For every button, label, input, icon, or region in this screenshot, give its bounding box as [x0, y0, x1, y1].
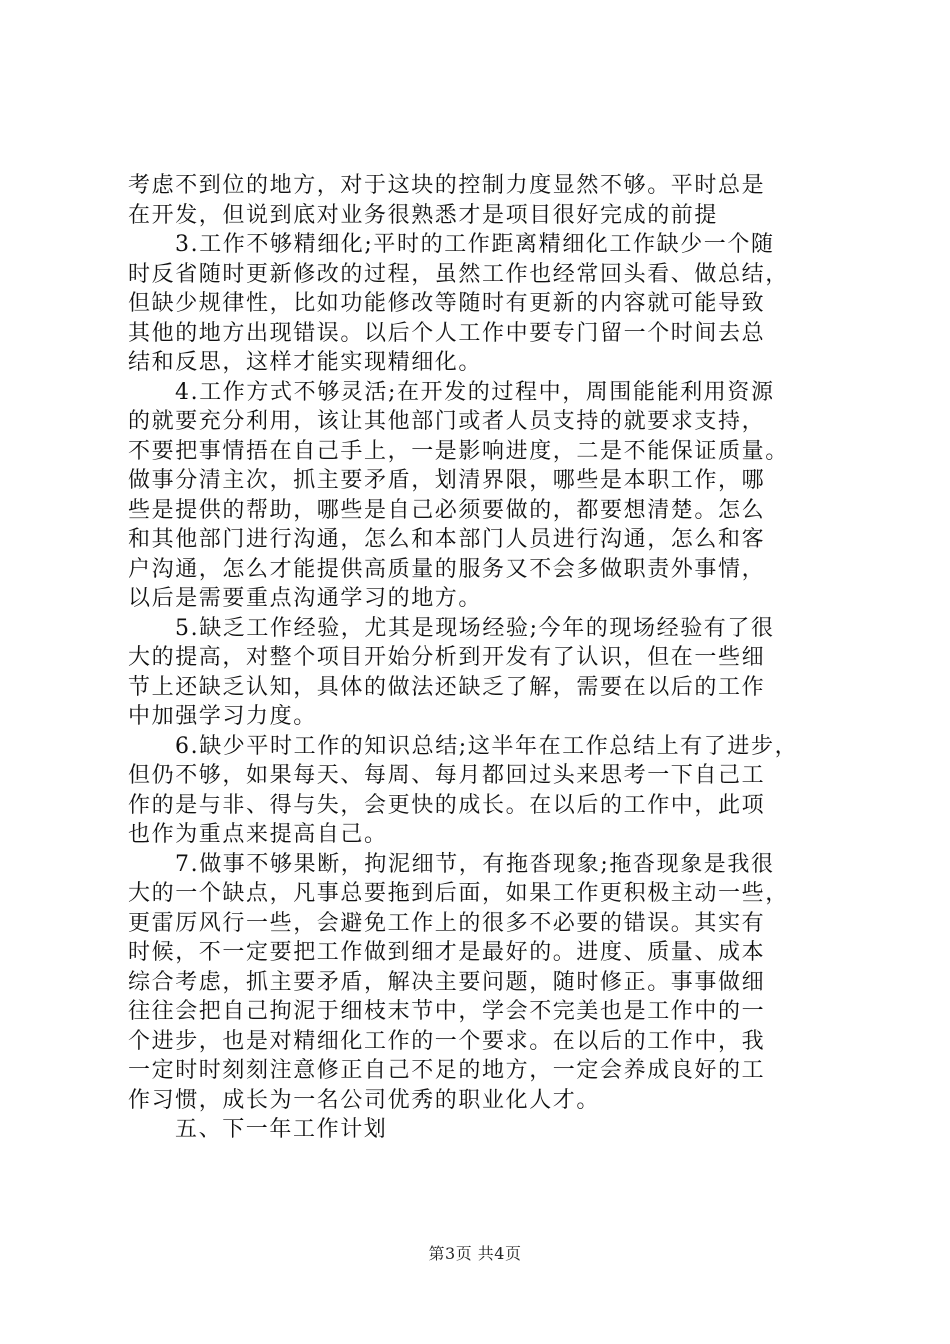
- text-line: 也作为重点来提高自己。: [128, 822, 388, 847]
- text-line: 在开发，但说到底对业务很熟悉才是项目很好完成的前提: [128, 202, 719, 228]
- text-line: 和其他部门进行沟通，怎么和本部门人员进行沟通，怎么和客: [128, 527, 766, 552]
- text-line: 大的一个缺点，凡事总要拖到后面，如果工作更积极主动一些，: [128, 881, 789, 906]
- text-line: 户沟通，怎么才能提供高质量的服务又不会多做职责外事情，: [128, 556, 766, 582]
- text-line: 综合考虑，抓主要矛盾，解决主要问题，随时修正。事事做细: [128, 969, 766, 995]
- paragraph-start-line: 6.缺少平时工作的知识总结;这半年在工作总结上有了进步，: [175, 733, 799, 759]
- text-line: 大的提高，对整个项目开始分析到开发有了认识，但在一些细: [128, 645, 766, 670]
- paragraph-start-line: 7.做事不够果断，拘泥细节，有拖沓现象;拖沓现象是我很: [175, 851, 775, 877]
- text-line: 的就要充分利用，该让其他部门或者人员支持的就要求支持，: [128, 409, 766, 434]
- paragraph-start-line: 3.工作不够精细化;平时的工作距离精细化工作缺少一个随: [175, 232, 775, 257]
- text-line: 个进步，也是对精细化工作的一个要求。在以后的工作中，我: [128, 1028, 766, 1054]
- text-line: 更雷厉风行一些，会避免工作上的很多不必要的错误。其实有: [128, 910, 766, 936]
- text-line: 做事分清主次，抓主要矛盾，划清界限，哪些是本职工作，哪: [128, 468, 766, 493]
- text-line: 作习惯，成长为一名公司优秀的职业化人才。: [128, 1087, 601, 1113]
- text-line: 但仍不够，如果每天、每周、每月都回过头来思考一下自己工: [128, 763, 766, 788]
- text-line: 一定时时刻刻注意修正自己不足的地方，一定会养成良好的工: [128, 1058, 766, 1083]
- paragraph-start-line: 5.缺乏工作经验，尤其是现场经验;今年的现场经验有了很: [175, 615, 775, 641]
- text-line: 但缺少规律性，比如功能修改等随时有更新的内容就可能导致: [128, 291, 766, 316]
- text-line: 节上还缺乏认知，具体的做法还缺乏了解，需要在以后的工作: [128, 674, 766, 700]
- text-line: 中加强学习力度。: [128, 704, 317, 729]
- text-line: 作的是与非、得与失，会更快的成长。在以后的工作中，此项: [128, 792, 766, 818]
- page-number-footer: 第3页 共4页: [428, 1244, 522, 1263]
- text-line: 考虑不到位的地方，对于这块的控制力度显然不够。平时总是: [128, 173, 766, 198]
- text-line: 结和反思，这样才能实现精细化。: [128, 350, 483, 375]
- text-line: 不要把事情捂在自己手上，一是影响进度，二是不能保证质量。: [128, 438, 789, 464]
- text-line: 其他的地方出现错误。以后个人工作中要专门留一个时间去总: [128, 320, 766, 346]
- text-line: 以后是需要重点沟通学习的地方。: [128, 586, 483, 611]
- text-line: 些是提供的帮助，哪些是自己必须要做的，都要想清楚。怎么: [128, 497, 766, 523]
- document-body: [128, 171, 833, 1145]
- text-line: 时反省随时更新修改的过程，虽然工作也经常回头看、做总结，: [128, 261, 789, 287]
- paragraph-start-line: 4.工作方式不够灵活;在开发的过程中，周围能能利用资源: [175, 379, 775, 405]
- text-line: 时候，不一定要把工作做到细才是最好的。进度、质量、成本: [128, 940, 766, 965]
- paragraph-start-line: 五、下一年工作计划: [175, 1117, 388, 1142]
- text-line: 往往会把自己拘泥于细枝末节中，学会不完美也是工作中的一: [128, 999, 766, 1024]
